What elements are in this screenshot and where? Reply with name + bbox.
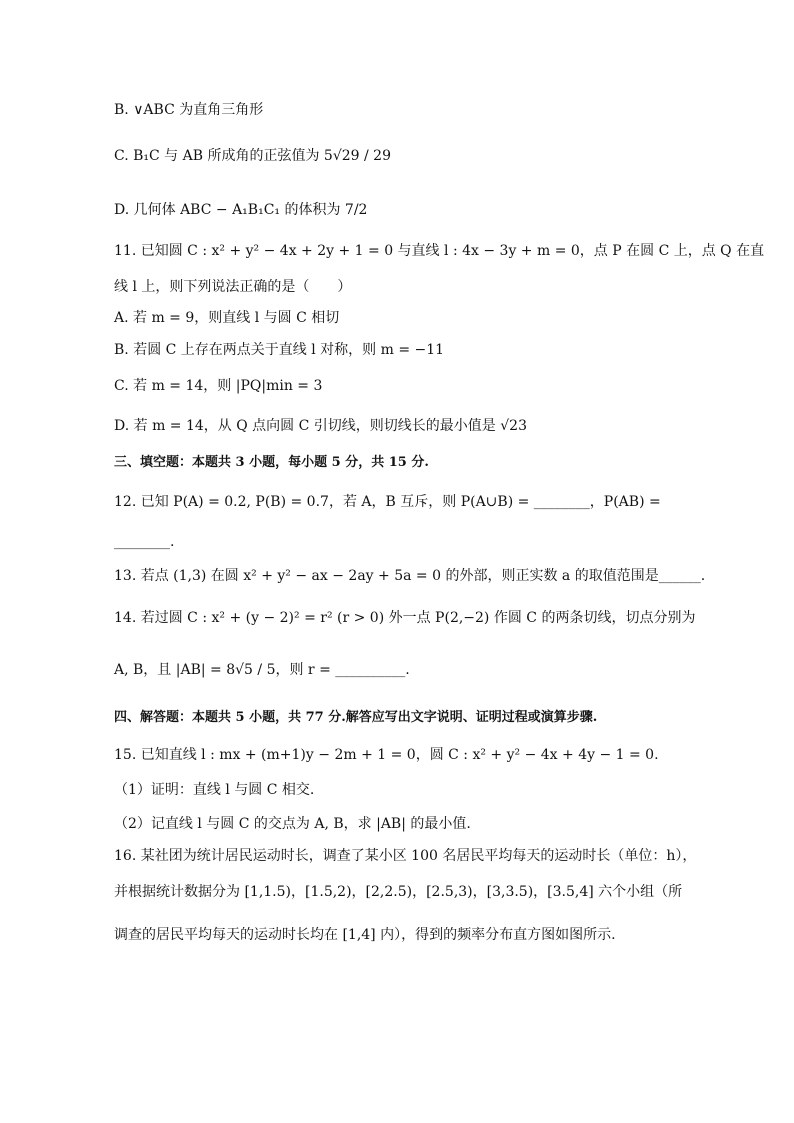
option-d-11: D. 若 m = 14，从 Q 点向圆 C 引切线，则切线长的最小值是 √23 bbox=[114, 418, 527, 434]
question-11-line2: 线 l 上，则下列说法正确的是（ ） bbox=[114, 279, 352, 295]
question-11-line1: 11. 已知圆 C : x² + y² − 4x + 2y + 1 = 0 与直线 l : 4x − 3y + m = 0，点 P 在圆 C 上，点 Q 在直 bbox=[114, 243, 765, 259]
question-16-line2: 并根据统计数据分为 [1,1.5)，[1.5,2)，[2,2.5)，[2.5,3)，[3,3.5)，[3.5,4] 六个小组（所 bbox=[114, 884, 683, 900]
question-14-line1: 14. 若过圆 C : x² + (y − 2)² = r² (r > 0) 外一点 P(2,−2) 作圆 C 的两条切线，切点分别为 bbox=[114, 610, 696, 626]
question-12-line2: ________. bbox=[114, 534, 175, 550]
section-four-heading: 四、解答题：本题共 5 小题，共 77 分.解答应写出文字说明、证明过程或演算步骤. bbox=[114, 710, 598, 725]
question-16-line3: 调查的居民平均每天的运动时长均在 [1,4] 内），得到的频率分布直方图如图所示. bbox=[114, 927, 616, 943]
option-c-10: C. B₁C 与 AB 所成角的正弦值为 5√29 / 29 bbox=[114, 148, 391, 164]
option-b-10: B. ∨ABC 为直角三角形 bbox=[114, 102, 264, 118]
option-c-11: C. 若 m = 14，则 |PQ|min = 3 bbox=[114, 378, 323, 394]
section-three-heading: 三、填空题：本题共 3 小题，每小题 5 分，共 15 分. bbox=[114, 455, 429, 470]
question-13: 13. 若点 (1,3) 在圆 x² + y² − ax − 2ay + 5a = 0 的外部，则正实数 a 的取值范围是______. bbox=[114, 568, 706, 584]
question-16-line1: 16. 某社团为统计居民运动时长，调查了某小区 100 名居民平均每天的运动时长（单位：h）， bbox=[114, 848, 697, 864]
question-14-line2: A, B，且 |AB| = 8√5 / 5，则 r = __________. bbox=[114, 662, 410, 678]
question-15: 15. 已知直线 l : mx + (m+1)y − 2m + 1 = 0，圆 C : x² + y² − 4x + 4y − 1 = 0. bbox=[114, 747, 659, 763]
option-b-11: B. 若圆 C 上存在两点关于直线 l 对称，则 m = −11 bbox=[114, 342, 445, 358]
question-12-line1: 12. 已知 P(A) = 0.2, P(B) = 0.7，若 A，B 互斥，则 P(A∪B) = ________，P(AB) = bbox=[114, 494, 661, 510]
option-a-11: A. 若 m = 9，则直线 l 与圆 C 相切 bbox=[114, 310, 340, 326]
question-15-part-1: （1）证明：直线 l 与圆 C 相交. bbox=[114, 782, 315, 798]
option-d-10: D. 几何体 ABC − A₁B₁C₁ 的体积为 7/2 bbox=[114, 202, 368, 218]
question-15-part-2: （2）记直线 l 与圆 C 的交点为 A, B，求 |AB| 的最小值. bbox=[114, 816, 471, 832]
